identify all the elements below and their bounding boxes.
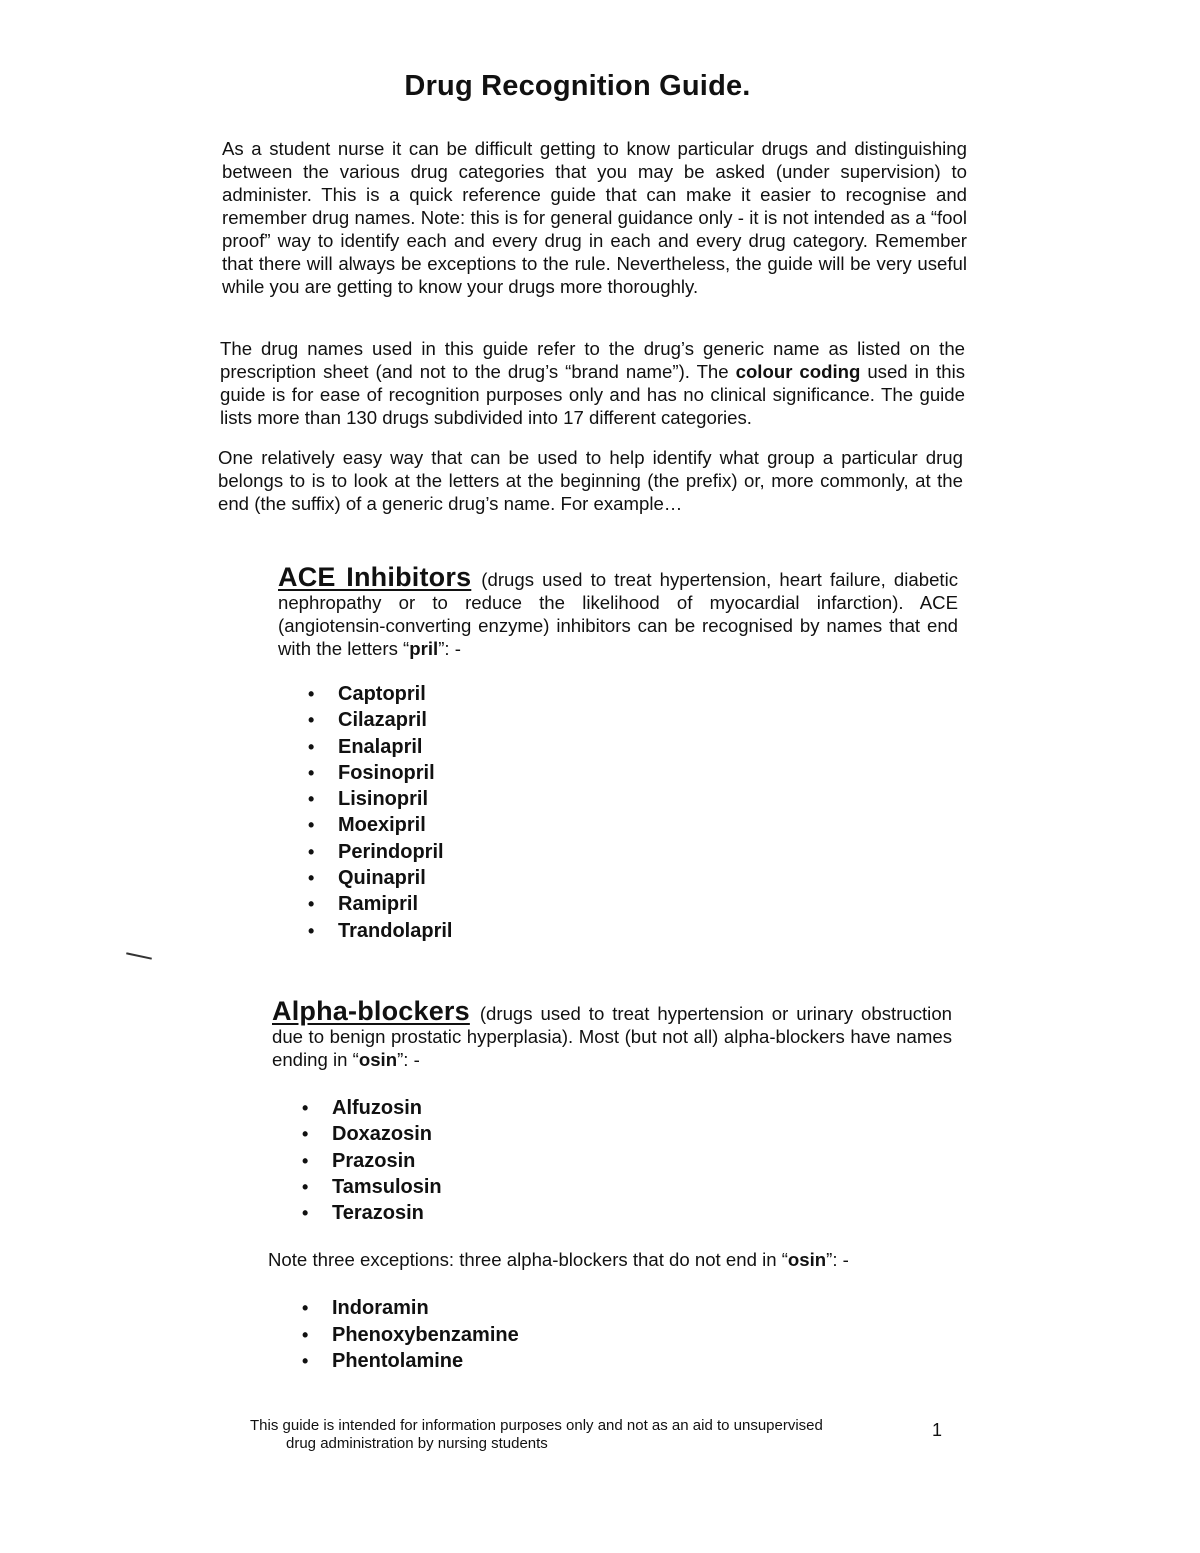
bullet-icon: • [302, 1124, 309, 1145]
exceptions-note [268, 1248, 952, 1271]
drug-name: Prazosin [332, 1149, 416, 1172]
list-item [302, 1322, 952, 1348]
alpha-drug-list [302, 1095, 952, 1226]
list-item [308, 734, 958, 760]
bullet-icon: • [308, 684, 315, 704]
drug-name: Cilazapril [338, 709, 427, 732]
drug-name: Indoramin [332, 1297, 429, 1320]
intro-paragraph-1: As a student nurse it can be difficult getting to know particular drugs and distinguishing between the various drug categories that you may be asked (under supervision) to administer. This is a quick reference guide that can make it easier to recognise and remember drug names. Note: this is for general guidance only - it is not intended as a “fool proof” way to identify each and every drug in each and every drug category. Remember that there will always be exceptions to the rule. Nevertheless, the guide will be very useful while you are getting to know your drugs more thoroughly. [222, 138, 967, 297]
exceptions-drug-list [302, 1295, 952, 1374]
drug-name: Moexipril [338, 814, 426, 837]
alpha-description [272, 996, 952, 1071]
list-item [302, 1200, 952, 1226]
list-item [308, 760, 958, 786]
alpha-suffix: osin [358, 1049, 398, 1070]
intro-paragraph-2 [220, 337, 965, 429]
bullet-icon: • [308, 868, 315, 889]
page-number: 1 [932, 1420, 943, 1440]
bullet-icon: • [302, 1098, 309, 1118]
section-ace-inhibitors [278, 562, 958, 944]
drug-name: Ramipril [338, 893, 419, 916]
section-heading-alpha-blockers: Alpha-blockers [272, 996, 470, 1026]
list-item [308, 812, 958, 838]
drug-name: Quinapril [338, 867, 426, 890]
intro-paragraph-2-text-a: The drug names used in this guide refer to the drug’s generic name as listed on the prescription sheet (and not to the drug’s “brand name”). The [220, 338, 965, 382]
drug-name: Trandolapril [338, 919, 453, 942]
drug-name: Lisinopril [338, 788, 428, 811]
list-item [302, 1348, 952, 1374]
intro-paragraph-3: One relatively easy way that can be used to help identify what group a particular drug belongs to is to look at the letters at the beginning (the prefix) or, more commonly, at the end (the suffix) of a generic drug’s name. For example… [218, 447, 963, 514]
bullet-icon: • [308, 736, 315, 757]
alpha-description-text-a: (drugs used to treat hypertension or urinary obstruction due to benign prostatic hyperplasia). Most (but not all) alpha-blockers have names ending in “ [272, 1003, 952, 1070]
page-footer [250, 1417, 890, 1453]
bullet-icon: • [302, 1176, 309, 1197]
drug-name: Phenoxybenzamine [332, 1323, 519, 1346]
ace-drug-list [308, 681, 958, 944]
list-item [308, 707, 958, 733]
colour-coding-emphasis: colour coding [735, 361, 861, 382]
bullet-icon: • [308, 841, 315, 862]
drug-name: Alfuzosin [332, 1097, 422, 1119]
list-item [302, 1295, 952, 1321]
bullet-icon: • [302, 1324, 309, 1345]
bullet-icon: • [302, 1203, 309, 1224]
list-item [308, 891, 958, 917]
drug-name: Doxazosin [332, 1123, 433, 1146]
scan-artifact-line [126, 952, 152, 959]
list-item [302, 1148, 952, 1174]
exceptions-note-text-b: ”: - [826, 1249, 849, 1271]
list-item [308, 786, 958, 812]
page-title: Drug Recognition Guide. [404, 70, 751, 102]
drug-name: Fosinopril [338, 761, 435, 784]
bullet-icon: • [308, 710, 315, 731]
drug-name: Terazosin [332, 1202, 424, 1225]
section-heading-ace-inhibitors: ACE Inhibitors [278, 562, 472, 592]
bullet-icon: • [302, 1351, 309, 1372]
list-item [308, 918, 958, 944]
drug-name: Captopril [338, 683, 426, 705]
drug-name: Enalapril [338, 735, 423, 758]
ace-description-text-a: (drugs used to treat hypertension, heart failure, diabetic nephropathy or to reduce the likelihood of myocardial infarction). ACE (angiotensin-converting enzyme) inhibitors can be recognised by names that end with the letters “ [278, 569, 958, 659]
bullet-icon: • [302, 1298, 309, 1319]
drug-name: Tamsulosin [332, 1175, 442, 1198]
intro-paragraph-2-text-b: used in this guide is for ease of recognition purposes only and has no clinical significance. The guide lists more than 130 drugs subdivided into 17 different categories. [220, 361, 965, 428]
bullet-icon: • [308, 815, 315, 836]
bullet-icon: • [308, 789, 315, 810]
exceptions-note-text-a: Note three exceptions: three alpha-blockers that do not end in “ [268, 1249, 788, 1271]
bullet-icon: • [308, 920, 315, 941]
section-alpha-blockers [268, 996, 952, 1374]
drug-name: Perindopril [338, 840, 444, 863]
bullet-icon: • [308, 762, 315, 783]
drug-name: Phentolamine [332, 1350, 464, 1373]
ace-description-text-b: ”: - [438, 638, 461, 659]
bullet-icon: • [308, 894, 315, 915]
list-item [302, 1121, 952, 1147]
footer-line-1: This guide is intended for information purposes only and not as an aid to unsupervised [250, 1417, 823, 1434]
alpha-description-text-b: ”: - [397, 1049, 420, 1070]
list-item [302, 1174, 952, 1200]
list-item [308, 839, 958, 865]
exceptions-suffix: osin [787, 1249, 827, 1271]
list-item [308, 681, 958, 707]
ace-description [278, 562, 958, 660]
footer-line-2: drug administration by nursing students [286, 1435, 548, 1452]
ace-suffix: pril [409, 638, 439, 659]
bullet-icon: • [302, 1150, 309, 1171]
list-item [308, 865, 958, 891]
list-item [302, 1095, 952, 1121]
